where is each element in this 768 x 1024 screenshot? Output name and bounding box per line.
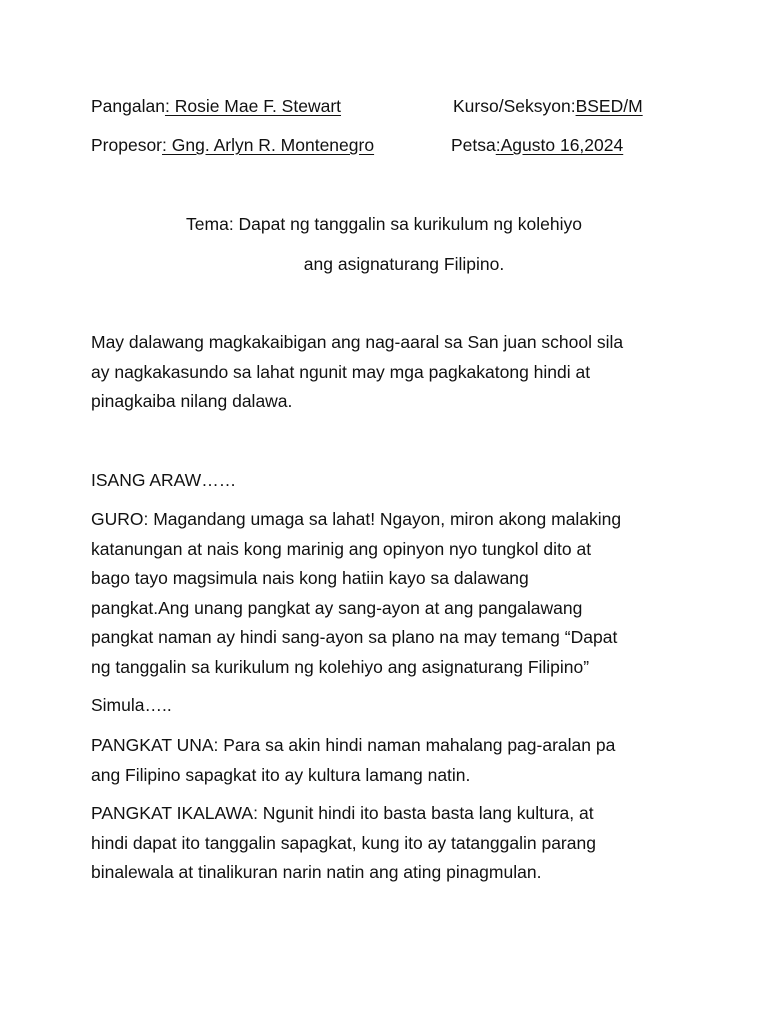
start-text: Simula….. — [91, 695, 172, 715]
prof-value: : Gng. Arlyn R. Montenegro — [162, 135, 375, 155]
start-heading — [91, 691, 691, 721]
guro-line: ng tanggalin sa kurikulum ng kolehiyo ang asignaturang Filipino” — [91, 656, 590, 677]
intro-paragraph — [91, 328, 691, 417]
professor — [91, 134, 374, 156]
pangkat-ikalawa-line: binalewala at tinalikuran narin natin ang ating pinagmulan. — [91, 862, 542, 882]
intro-line: ay nagkakasundo sa lahat ngunit may mga pagkakatong hindi at — [91, 361, 591, 382]
intro-line: May dalawang magkakaibigan ang nag-aaral sa San juan school sila — [91, 332, 624, 352]
pangkat-una-line: ang Filipino sapagkat ito ay kultura lamang natin. — [91, 764, 471, 785]
guro-paragraph — [91, 505, 691, 682]
pangkat-ikalawa-paragraph — [91, 799, 691, 888]
course-label: Kurso/Seksyon: — [453, 96, 576, 116]
guro-line: GURO: Magandang umaga sa lahat! Ngayon, miron akong malaking — [91, 509, 622, 529]
pangkat-una-paragraph — [91, 731, 691, 790]
guro-line: bago tayo magsimula nais kong hatiin kayo sa dalawang — [91, 568, 529, 588]
intro-line: pinagkaiba nilang dalawa. — [91, 391, 293, 411]
title-line-2: ang asignaturang Filipino. — [303, 254, 505, 274]
student-name — [91, 95, 341, 117]
title-line-1: Tema: Dapat ng tanggalin sa kurikulum ng kolehiyo — [186, 214, 582, 234]
pangkat-ikalawa-line: hindi dapat ito tanggalin sapagkat, kung ito ay tatanggalin parang — [91, 832, 596, 853]
date-value: :Agusto 16,2024 — [495, 135, 624, 155]
guro-line: pangkat naman ay hindi sang-ayon sa plano na may temang “Dapat — [91, 627, 618, 647]
date-label: Petsa — [451, 135, 496, 155]
course-value: BSED/M — [575, 96, 643, 116]
course-section — [453, 95, 643, 117]
prof-label: Propesor — [91, 135, 163, 155]
scene-heading — [91, 466, 691, 496]
guro-line: katanungan at nais kong marinig ang opinyon nyo tungkol dito at — [91, 538, 592, 559]
scene-text: ISANG ARAW…… — [91, 470, 237, 490]
name-label: Pangalan — [91, 96, 165, 116]
pangkat-ikalawa-line: PANGKAT IKALAWA: Ngunit hindi ito basta basta lang kultura, at — [91, 803, 594, 823]
guro-line: pangkat.Ang unang pangkat ay sang-ayon at ang pangalawang — [91, 597, 583, 618]
pangkat-una-line: PANGKAT UNA: Para sa akin hindi naman mahalang pag-aralan pa — [91, 735, 616, 755]
name-value: : Rosie Mae F. Stewart — [164, 96, 342, 116]
date — [451, 134, 623, 156]
